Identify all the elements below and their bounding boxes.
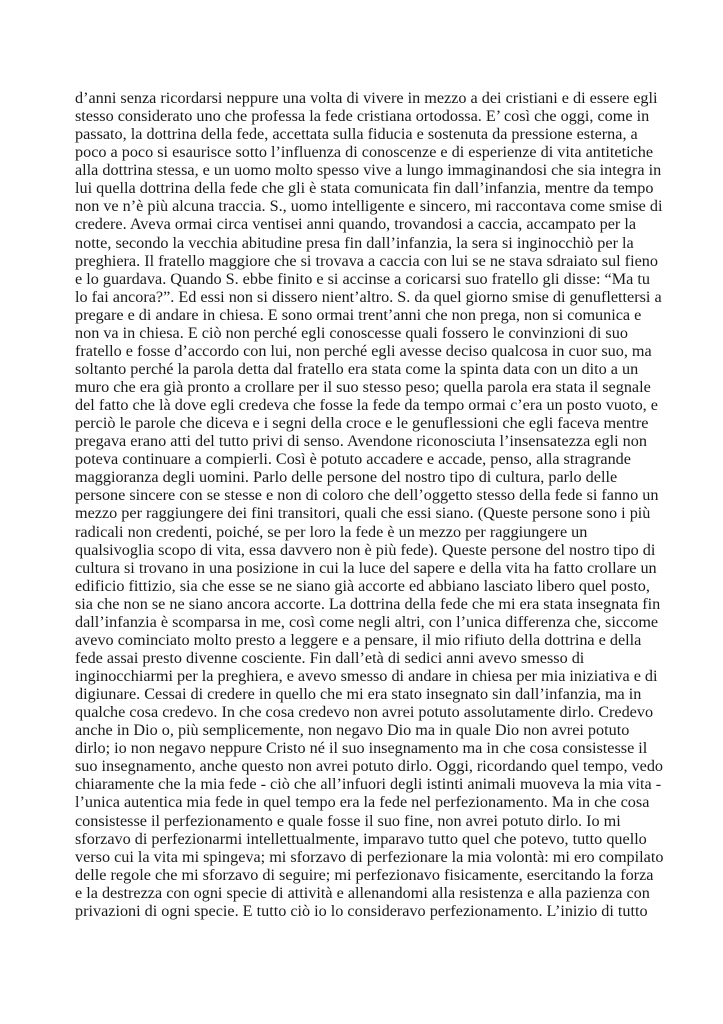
text-line: qualche cosa credevo. In che cosa credevo non avrei potuto assolutamente dirlo. Credevo <box>75 703 654 722</box>
text-line: l’unica autentica mia fede in quel tempo era la fede nel perfezionamento. Ma in che cosa <box>75 793 650 812</box>
text-line: poco a poco si esaurisce sotto l’influenza di conoscenze e di esperienze di vita antitetiche <box>75 143 654 162</box>
text-line: d’anni senza ricordarsi neppure una volta di vivere in mezzo a dei cristiani e di essere egli <box>75 89 658 107</box>
text-line: notte, secondo la vecchia abitudine presa fin dall’infanzia, la sera si inginocchiò per la <box>75 233 634 252</box>
text-line: dall’infanzia è scomparsa in me, così come negli altri, con l’unica differenza che, siccome <box>75 612 659 631</box>
text-line: muro che era già pronto a crollare per il suo stesso peso; quella parola era stata il segnale <box>75 378 651 396</box>
text-line: e lo guardava. Quando S. ebbe finito e si accinse a coricarsi suo fratello gli disse: “Ma tu <box>75 269 650 288</box>
text-line: lui quella dottrina della fede che gli è stata comunicata fin dall’infanzia, mentre da tempo <box>75 179 654 198</box>
text-line: maggioranza degli uomini. Parlo delle persone del nostro tipo di cultura, parlo delle <box>75 468 618 487</box>
text-line: qualsivoglia scopo di vita, essa davvero non è più fede). Queste persone del nostro tipo di <box>75 540 656 559</box>
text-line: inginocchiarmi per la preghiera, e avevo smesso di andare in chiesa per mia iniziativa e di <box>75 667 658 685</box>
text-line: cultura si trovano in una posizione in cui la luce del sapere e della vita ha fatto crollare un <box>75 558 657 577</box>
text-line: del fatto che là dove egli credeva che fosse la fede da tempo ormai c’era un posto vuoto, e <box>75 396 658 415</box>
text-line: credere. Aveva ormai circa ventisei anni quando, trovandosi a caccia, accampato per la <box>75 215 637 234</box>
text-line: verso cui la vita mi spingeva; mi sforzavo di perfezionare la mia volontà: mi ero compilato <box>75 847 664 866</box>
text-line: privazioni di ogni specie. E tutto ciò io lo consideravo perfezionamento. L’inizio di tutto <box>75 901 648 920</box>
text-line: pregava erano atti del tutto privi di senso. Avendone riconosciuta l’insensatezza egli non <box>75 432 647 451</box>
text-line: digiunare. Cessai di credere in quello che mi era stato insegnato sin dall’infanzia, ma in <box>75 685 642 704</box>
text-line: alla dottrina stessa, e un uomo molto spesso vive a lungo immaginandosi che sia integra in <box>75 161 662 180</box>
text-line: sia che non se ne siano ancora accorte. La dottrina della fede che mi era stata insegnata fin <box>75 594 661 613</box>
text-line: sforzavo di perfezionarmi intellettualmente, imparavo tutto quel che potevo, tutto quello <box>75 829 647 848</box>
text-line: edificio fittizio, sia che esse se ne siano già accorte ed abbiano lasciato libero quel posto, <box>75 576 650 595</box>
text-line: pregare e di andare in chiesa. E sono ormai trent’anni che non prega, non si comunica e <box>75 305 642 324</box>
text-line: suo insegnamento, anche questo non avrei potuto dirlo. Oggi, ricordando quel tempo, vedo <box>75 757 664 776</box>
text-line: chiaramente che la mia fede - ciò che all’infuori degli istinti animali muoveva la mia vita - <box>75 775 662 794</box>
text-line: poteva continuare a compierli. Così è potuto accadere e accade, penso, alla stragrande <box>75 450 631 469</box>
document-page <box>75 89 695 920</box>
text-line: avevo cominciato molto presto a leggere e a pensare, il mio rifiuto della dottrina e della <box>75 630 642 649</box>
text-line: consistesse il perfezionamento e quale fosse il suo fine, non avrei potuto dirlo. Io mi <box>75 811 621 830</box>
text-line: non va in chiesa. E ciò non perché egli conoscesse quali fossero le convinzioni di suo <box>75 323 628 342</box>
text-line: fratello e fosse d’accordo con lui, non perché egli avesse deciso qualcosa in cuor suo, ma <box>75 341 652 360</box>
text-line: delle regole che mi sforzavo di seguire; mi perfezionavo fisicamente, esercitando la forza <box>75 865 654 884</box>
text-line: persone sincere con se stesse e non di coloro che dell’oggetto stesso della fede si fanno un <box>75 486 659 505</box>
text-line: soltanto perché la parola detta dal fratello era stata come la spinta data con un dito a un <box>75 359 639 378</box>
text-line: radicali non credenti, poiché, se per loro la fede è un mezzo per raggiungere un <box>75 522 588 541</box>
text-line: dirlo; io non negavo neppure Cristo né il suo insegnamento ma in che cosa consistesse il <box>75 739 648 758</box>
text-line: fede assai presto divenne cosciente. Fin dall’età di sedici anni avevo smesso di <box>75 648 585 667</box>
text-line: perciò le parole che diceva e i segni della croce e le genuflessioni che egli faceva mentre <box>75 414 649 433</box>
text-line: e la destrezza con ogni specie di attività e allenandomi alla resistenza e alla pazienza con <box>75 883 650 902</box>
text-line: passato, la dottrina della fede, accettata sulla fiducia e sostenuta da pressione esterna, a <box>75 125 638 144</box>
text-line: anche in Dio o, più semplicemente, non negavo Dio ma in quale Dio non avrei potuto <box>75 721 630 740</box>
text-line: non ve n’è più alcuna traccia. S., uomo intelligente e sincero, mi raccontava come smise di <box>75 197 663 216</box>
text-line: mezzo per raggiungere dei fini transitori, quali che essi siano. (Queste persone sono i più <box>75 504 651 523</box>
text-line: stesso considerato uno che professa la fede cristiana ortodossa. E’ così che oggi, come in <box>75 107 650 126</box>
text-line: preghiera. Il fratello maggiore che si trovava a caccia con lui se ne stava sdraiato sul fieno <box>75 251 658 270</box>
text-line: lo fai ancora?”. Ed essi non si dissero nient’altro. S. da quel giorno smise di genuflettersi a <box>75 287 662 306</box>
